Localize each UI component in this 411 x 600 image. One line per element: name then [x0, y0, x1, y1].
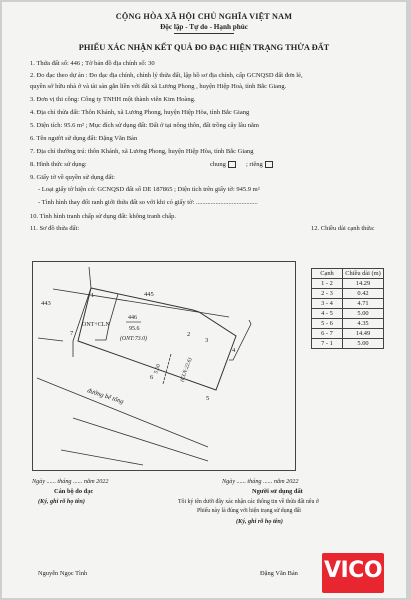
- vertex-4: 4: [232, 347, 236, 354]
- edge-name: 4 - 5: [312, 309, 343, 319]
- table-row: [312, 289, 384, 299]
- boundary-east-ext: [229, 320, 251, 360]
- table-row: [312, 279, 384, 289]
- nation-heading: CỘNG HÒA XÃ HỘI CHỦ NGHĨA VIỆT NAM: [115, 12, 293, 21]
- neighbor-line-inner: [95, 294, 118, 340]
- owner-role: Người sử dụng đất: [252, 488, 303, 495]
- line-residence: 7. Địa chỉ thường trú: thôn Khánh, xã Lương Phong, huyện Hiệp Hòa, tỉnh Bắc Giang: [30, 148, 254, 155]
- document-title: PHIẾU XÁC NHẬN KẾT QUẢ ĐO ĐẠC HIỆN TRẠNG THỬA ĐẤT: [78, 43, 330, 52]
- edge-name: 1 - 2: [312, 279, 343, 289]
- line-parcel-number: 1. Thửa đất số: 446 ; Tờ bản đồ địa chính số: 30: [30, 60, 155, 67]
- label-parcel-area: 95.6: [129, 326, 140, 332]
- edge-length: 5.00: [343, 339, 384, 349]
- road-edge-north: [37, 378, 208, 447]
- line-usage-form: 8. Hình thức sử dụng:: [30, 161, 87, 168]
- edge-length: 4.71: [343, 299, 384, 309]
- owner-text-2: Phiếu này là đúng với hiện trạng sử dụng đất: [197, 508, 301, 514]
- checkbox-private: [265, 161, 273, 168]
- vertex-3: 3: [205, 337, 209, 344]
- line-area: 5. Diện tích: 95.6 m² ; Mục đích sử dụng đất: Đất ở tại nông thôn, đất trồng cây lâu năm: [30, 122, 259, 129]
- edge-name: 7 - 1: [312, 339, 343, 349]
- owner-date: Ngày ...... tháng ...... năm 2022: [222, 478, 299, 485]
- label-parcel-445: 445: [144, 291, 154, 298]
- line-parcel-address: 4. Địa chỉ thửa đất: Thôn Khánh, xã Lương Phong, huyện Hiệp Hòa, tỉnh Bắc Giang: [30, 109, 250, 116]
- line-document-type: - Loại giấy tờ hiện có: GCNQSD đất số DE 187865 ; Diện tích trên giấy tờ: 945.9 m²: [38, 186, 260, 193]
- edge-length: 4.35: [343, 319, 384, 329]
- edge-name: 6 - 7: [312, 329, 343, 339]
- line-sketch-heading: 11. Sơ đồ thửa đất:: [30, 225, 80, 232]
- label-parcel-no: 446: [128, 315, 137, 321]
- vertex-7: 7: [70, 330, 74, 337]
- line-owner: 6. Tên người sử dụng đất: Đặng Văn Bản: [30, 135, 138, 142]
- surveyor-date: Ngày ...... tháng ...... năm 2022: [32, 478, 109, 485]
- table-row: [312, 309, 384, 319]
- owner-text-1: Tôi ký tên dưới đây xác nhận các thông tin về thửa đất nêu ở: [178, 499, 319, 505]
- usage-private: ; riêng: [246, 161, 273, 168]
- owner-note: (Ký, ghi rõ họ tên): [236, 518, 283, 525]
- owner-name: Đặng Văn Bản: [260, 570, 298, 577]
- line-boundary-change: - Tình hình thay đổi ranh giới thửa đất so với khi có giấy tờ: ......................................: [38, 199, 258, 206]
- surveyor-role: Cán bộ đo đạc: [54, 488, 94, 495]
- edge-length: 14.29: [343, 279, 384, 289]
- table-row: [312, 299, 384, 309]
- edge-length: 0.42: [343, 289, 384, 299]
- table-header-row: [312, 269, 384, 279]
- line-dispute: 10. Tình hình tranh chấp sử dụng đất: không tranh chấp.: [30, 213, 177, 220]
- edge-name: 5 - 6: [312, 319, 343, 329]
- label-dim-cln: (CLN:22.6): [179, 357, 194, 383]
- boundary-west: [73, 267, 91, 357]
- table-row: [312, 319, 384, 329]
- edge-length: 14.49: [343, 329, 384, 339]
- line-edge-heading: 12. Chiều dài cạnh thửa:: [311, 225, 375, 232]
- motto-underline: [174, 33, 234, 34]
- line-project: 2. Đo đạc theo dự án : Đo đạc địa chính, chỉnh lý thửa đất, lập hồ sơ địa chính, cấp GCNQSD đất đơn lẻ,: [30, 72, 303, 79]
- table-header-length: Chiều dài (m): [343, 269, 384, 279]
- vico-logo: VICO: [322, 553, 384, 593]
- line-documents: 9. Giấy tờ về quyền sử dụng đất:: [30, 174, 115, 181]
- vertex-5: 5: [206, 395, 210, 402]
- line-contractor: 3. Đơn vị thi công: Công ty TNHH một thành viên Kim Hoàng.: [30, 96, 196, 103]
- label-parcel-443: 443: [41, 300, 51, 307]
- table-row: [312, 329, 384, 339]
- survey-document: [2, 2, 406, 598]
- edge-name: 3 - 4: [312, 299, 343, 309]
- table-row: [312, 339, 384, 349]
- edge-length-table: [311, 268, 384, 349]
- boundary-west-ext: [38, 338, 63, 341]
- neighbor-boundary-north: [53, 289, 229, 317]
- boundary-cln-divider: [163, 354, 171, 384]
- label-parcel-ont: (ONT:73.0): [120, 336, 147, 342]
- checkbox-common: [228, 161, 236, 168]
- road-edge-far: [61, 450, 143, 465]
- surveyor-note: (Ký, ghi rõ họ tên): [38, 498, 85, 505]
- edge-length: 5.00: [343, 309, 384, 319]
- usage-common: chung: [210, 161, 236, 168]
- label-dim-500: 5.00: [153, 363, 163, 375]
- surveyor-name: Nguyễn Ngọc Tình: [38, 570, 88, 577]
- motto: Độc lập - Tự do - Hạnh phúc: [160, 23, 248, 31]
- edge-name: 2 - 3: [312, 289, 343, 299]
- table-header-edge: Cạnh: [312, 269, 343, 279]
- parcel-sketch: [32, 261, 296, 471]
- vertex-2: 2: [187, 331, 191, 338]
- road-edge-south: [73, 418, 208, 461]
- label-parcel-use: ONT+CLN: [82, 322, 110, 328]
- line-project-cont: quyền sở hữu nhà ở và tài sản gắn liền với đất xã Lương Phong , huyện Hiệp Hoà, tỉnh Bắc Giang.: [30, 83, 287, 90]
- vertex-6: 6: [150, 374, 154, 381]
- label-road: đường bê tông: [86, 387, 125, 406]
- vertex-1: 1: [91, 292, 95, 299]
